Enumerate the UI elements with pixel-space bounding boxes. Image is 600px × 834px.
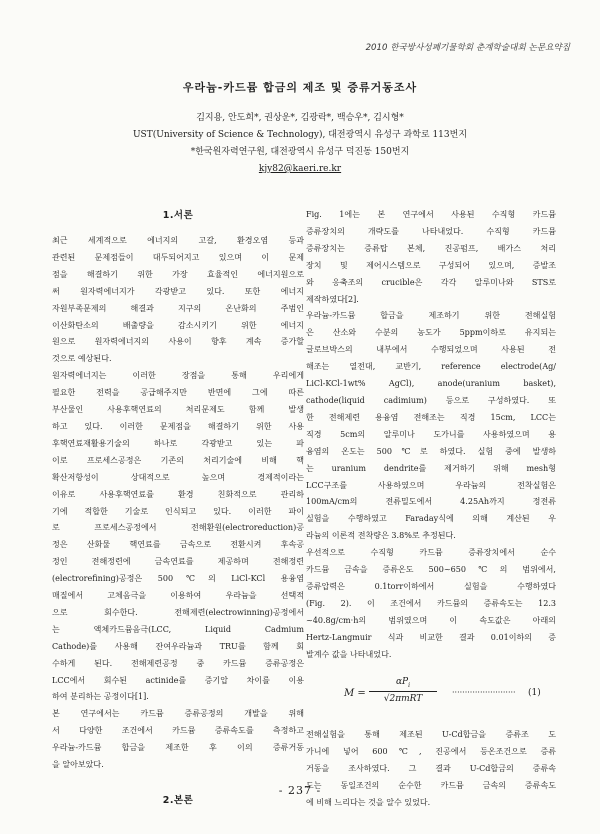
text-line: 정은 산화물 핵연료를 금속으로 전환시켜 후속공 bbox=[52, 540, 304, 550]
right-column bbox=[306, 207, 556, 812]
text-line: 수하게 된다. 전해제련공정 중 카드뮴 증류공정은 bbox=[52, 658, 304, 668]
text-line: 이산화탄소의 배출량을 감소시키기 위한 에너지 bbox=[52, 320, 304, 330]
text-line: 로 프로세스공정에서 전해환원(electroreduction)공 bbox=[52, 523, 304, 533]
text-line: 후핵연료재활용기술의 하나로 각광받고 있는 파 bbox=[52, 438, 304, 448]
text-line: 증류장치의 개략도를 나타내었다. 수직형 카드뮴 bbox=[306, 226, 556, 236]
text-line: 써 원자력에너지가 각광받고 있다. 또한 에너지 bbox=[52, 286, 304, 296]
equation-number: (1) bbox=[528, 688, 541, 699]
text-line: 이유로 사용후핵연료를 환경 친화적으로 관리하 bbox=[52, 489, 304, 499]
text-line: 도는 동일조건의 순수한 카드뮴 금속의 증류속도 bbox=[306, 781, 556, 791]
text-line: 글로브박스의 내부에서 수행되었으며 사용된 전 bbox=[306, 345, 556, 355]
paragraph bbox=[306, 727, 556, 812]
text-line: 것으로 예상된다. bbox=[52, 354, 112, 364]
paragraph bbox=[306, 545, 556, 663]
text-line: 원자력에너지는 이러한 장점을 통해 우리에게 bbox=[52, 371, 304, 381]
text-line: 기에 적합한 기술로 인식되고 있다. 이러한 파이 bbox=[52, 506, 304, 516]
left-paragraphs bbox=[52, 233, 304, 774]
text-line: 전해실험을 통해 제조된 U-Cd합금을 증류조 도 bbox=[306, 730, 556, 740]
text-line: 정인 전해정련에 금속연료를 제공하며 전해정련 bbox=[52, 557, 304, 567]
page-header: 2010 한국방사성폐기물학회 춘계학술대회 논문요약집 bbox=[365, 43, 570, 53]
page-number: - 237 - bbox=[278, 784, 322, 797]
equation-lhs: M = bbox=[344, 688, 366, 700]
equation-denominator: √2πmRT bbox=[383, 694, 423, 705]
paragraph bbox=[52, 233, 304, 368]
text-line: 라늄의 이론적 전착량은 3.8%로 추정된다. bbox=[306, 531, 456, 541]
text-line: 원으로 원자력에너지의 사용이 향후 계속 증가할 bbox=[52, 337, 304, 347]
text-line: 해조는 열전대, 교반기, reference electrode(Ag/ bbox=[306, 362, 556, 372]
equation-numerator: $\alpha P_i$ bbox=[369, 677, 437, 692]
equation-leader-dots: ························· bbox=[452, 688, 516, 698]
paragraph bbox=[52, 368, 304, 706]
text-line: 우라늄-카드뮴 합금을 제조하기 위한 전해실험 bbox=[306, 311, 556, 321]
text-line: 관련된 문제점들이 대두되어지고 있으며 이 문제 bbox=[52, 252, 304, 262]
paragraph bbox=[52, 706, 304, 774]
text-line: 우라늄-카드뮴 합금을 제조한 후 이의 증류거동 bbox=[52, 743, 304, 753]
text-line: 하여 분리하는 공정이다[1]. bbox=[52, 692, 149, 702]
text-line: 을 알아보았다. bbox=[52, 760, 104, 770]
text-line: 는 uranium dendrite를 제거하기 위해 mesh형 bbox=[306, 463, 556, 473]
paragraph bbox=[306, 308, 556, 545]
text-line: 실험을 수행하였고 Faraday식에 의해 계산된 우 bbox=[306, 514, 556, 524]
text-line: cathode(liquid cadimium) 등으로 구성하였다. 또 bbox=[306, 395, 556, 405]
text-line: 으로 회수한다. 전해제련(electrowinning)공정에서 bbox=[52, 607, 304, 617]
text-line: 점을 해결하기 위한 가장 효율적인 에너지원으로 bbox=[52, 269, 304, 279]
author-block bbox=[0, 110, 600, 178]
author-list: 김지용, 안도희*, 권상운*, 김광락*, 백승우*, 김시형* bbox=[196, 113, 404, 123]
text-line: 매질에서 고체음극을 이용하여 우라늄을 선택적 bbox=[52, 591, 304, 601]
text-line: 발계수 값을 나타내었다. bbox=[306, 649, 392, 659]
text-line: 증류장치는 증류탑 본체, 진공펌프, 배가스 처리 bbox=[306, 243, 556, 253]
affiliation-ust: UST(University of Science & Technology), 대전광역시 유성구 과학로 113번지 bbox=[132, 130, 468, 140]
text-line: 자원부족문제의 해결과 지구의 온난화의 주범인 bbox=[52, 303, 304, 313]
text-line: 은 산소와 수분의 농도가 5ppm이하로 유지되는 bbox=[306, 328, 556, 338]
text-line: 장치 및 제어시스템으로 구성되어 있으며, 증발조 bbox=[306, 260, 556, 270]
text-line: Fig. 1에는 본 연구에서 사용된 수직형 카드뮴 bbox=[306, 210, 556, 219]
text-line: 한 전해제련 용융염 전해조는 직경 15cm, LCC는 bbox=[306, 412, 556, 422]
text-line: 에 비해 느리다는 것을 알수 있었다. bbox=[306, 798, 431, 808]
affiliation-kaeri: *한국원자력연구원, 대전광역시 유성구 덕진동 150번지 bbox=[190, 147, 410, 157]
text-line: (electrorefining)공정은 500℃의 LiCl-KCl 용융염 bbox=[52, 574, 304, 584]
text-line: LCC에서 회수된 actinide를 증기압 차이를 이용 bbox=[52, 675, 304, 685]
text-line: 거동을 조사하였다. 그 결과 U-Cd합금의 증류속 bbox=[306, 764, 556, 774]
text-line: 부산물인 사용후핵연료의 처리문제도 함께 발생 bbox=[52, 405, 304, 415]
text-line: LCC구조를 사용하였으며 우라늄의 전착실험은 bbox=[306, 480, 556, 490]
text-line: 확산저항성이 상대적으로 높으며 경제적이라는 bbox=[52, 472, 304, 482]
paragraph bbox=[306, 207, 556, 308]
text-line: 우선적으로 수직형 카드뮴 증류장치에서 순수 bbox=[306, 548, 556, 558]
text-line: (Fig. 2). 이 조건에서 카드뮴의 증류속도는 12.3 bbox=[306, 598, 556, 608]
equation-fraction bbox=[369, 677, 437, 704]
left-column bbox=[52, 207, 304, 818]
hertz-langmuir-equation bbox=[306, 675, 556, 717]
right-paragraphs-bottom bbox=[306, 727, 556, 812]
right-paragraphs-top bbox=[306, 207, 556, 663]
paper-title: 우라늄-카드뮴 합금의 제조 및 증류거동조사 bbox=[182, 81, 418, 94]
text-line: ~40.8g/cm·h의 범위였으며 이 속도값은 아래의 bbox=[306, 615, 556, 625]
body-heading: 2.본론 bbox=[162, 795, 194, 806]
text-line: 이로 프로세스공정은 기존의 처리기술에 비해 핵 bbox=[52, 455, 304, 465]
text-line: 본 연구에서는 카드뮴 증류공정의 개발을 위해 bbox=[52, 709, 304, 719]
text-line: 카드뮴 금속을 증류온도 500~650℃의 범위에서, bbox=[306, 565, 556, 575]
text-line: 가니에 넣어 600℃, 진공에서 등온조건으로 증류 bbox=[306, 747, 556, 757]
text-line: LiCl-KCl-1wt% AgCl), anode(uranium basket), bbox=[306, 379, 556, 389]
text-line: 서 다양한 조건에서 카드뮴 증류속도를 측정하고 bbox=[52, 726, 304, 736]
text-line: 융염의 온도는 500℃로 하였다. 실험 중에 발생하 bbox=[306, 446, 556, 456]
text-line: 하고 있다. 이러한 문제점을 해결하기 위한 사용 bbox=[52, 421, 304, 431]
text-line: Hertz-Langmuir 식과 비교한 결과 0.01이하의 증 bbox=[306, 632, 556, 642]
text-line: 제작하였다[2]. bbox=[306, 294, 359, 304]
text-line: 100mA/cm의 전류밀도에서 4.25Ah까지 정전류 bbox=[306, 497, 556, 507]
text-line: 직경 5cm의 알루미나 도가니를 사용하였으며 용 bbox=[306, 429, 556, 439]
text-line: Cathode)를 사용해 잔여우라늄과 TRU를 함께 회 bbox=[52, 641, 304, 651]
intro-heading: 1.서론 bbox=[162, 210, 194, 221]
author-email[interactable]: kjy82@kaeri.re.kr bbox=[258, 164, 342, 174]
text-line: 최근 세계적으로 에너지의 고갈, 환경오염 등과 bbox=[52, 236, 304, 245]
text-line: 필요한 전력을 공급해주지만 반면에 그에 따른 bbox=[52, 388, 304, 398]
text-line: 는 액체카드뮴음극(LCC, Liquid Cadmium bbox=[52, 624, 304, 634]
text-line: 와 응축조의 crucible은 각각 알루미나와 STS로 bbox=[306, 277, 556, 287]
text-line: 증류압력은 0.1torr이하에서 실험을 수행하였다 bbox=[306, 581, 556, 591]
